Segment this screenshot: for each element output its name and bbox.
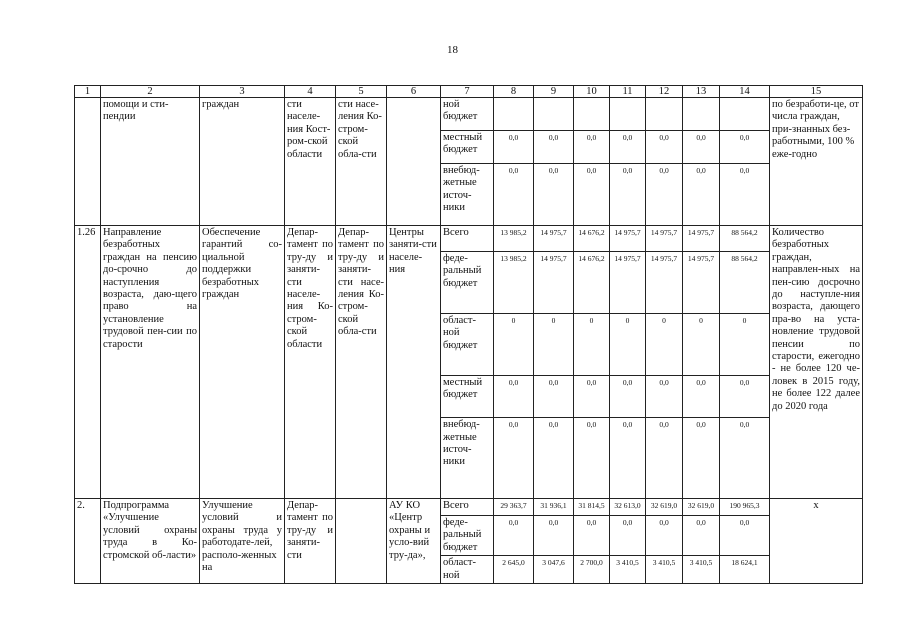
header-cell: 7 (441, 86, 494, 98)
funding-source: феде-ральный бюджет (441, 516, 494, 556)
row-a-measure: помощи и сти-пендии (101, 98, 200, 226)
header-cell: 13 (683, 86, 720, 98)
funding-source: област-ной бюджет (441, 313, 494, 375)
row-b-measure: Направление безработных граждан на пенсию до-срочно до наступления возраста, даю-щего право на установление трудовой пен-сии по старости (101, 226, 200, 499)
amount-cell: 2 700,0 (574, 556, 610, 584)
amount-cell: 2 645,0 (494, 556, 534, 584)
header-cell: 5 (336, 86, 387, 98)
amount-cell: 0,0 (610, 163, 646, 225)
amount-cell: 0,0 (683, 130, 720, 163)
amount-cell: 0,0 (494, 130, 534, 163)
row-c-coexecutor (336, 499, 387, 584)
amount-cell: 0,0 (574, 418, 610, 499)
header-cell: 6 (387, 86, 441, 98)
amount-cell: 14 975,7 (683, 252, 720, 314)
amount-cell (683, 98, 720, 131)
amount-cell: 0,0 (494, 163, 534, 225)
amount-cell: 0,0 (610, 130, 646, 163)
amount-cell: 14 975,7 (683, 226, 720, 252)
amount-cell: 13 985,2 (494, 226, 534, 252)
row-c-indicator: х (770, 499, 863, 584)
funding-source: местный бюджет (441, 375, 494, 418)
amount-cell: 0,0 (534, 130, 574, 163)
amount-cell: 3 410,5 (683, 556, 720, 584)
amount-cell: 0,0 (574, 163, 610, 225)
amount-cell: 32 619,0 (646, 499, 683, 516)
amount-cell (494, 98, 534, 131)
program-table (74, 85, 863, 584)
amount-cell: 14 676,2 (574, 252, 610, 314)
row-b-indicator: Количество безработных граждан, направлен-ных на пен-сию досрочно до наступле-ния возраста, дающего пра-во на уста-новление трудовой пенсии по старости, ежегодно - не более 120 че-ловек в 2015 году, не более 122 далее до 2020 года (770, 226, 863, 499)
row-b (75, 226, 863, 499)
row-b-coexecutor: Депар-тамент по тру-ду и заняти-сти насе-ления Ко-стром-ской обла-сти (336, 226, 387, 499)
amount-cell: 0,0 (574, 516, 610, 556)
row-a-index (75, 98, 101, 226)
header-cell: 9 (534, 86, 574, 98)
amount-cell: 31 814,5 (574, 499, 610, 516)
funding-source: Всего (441, 226, 494, 252)
row-c (75, 499, 863, 584)
amount-cell: 0,0 (494, 516, 534, 556)
row-a (75, 98, 863, 226)
funding-source: местный бюджет (441, 130, 494, 163)
amount-cell: 0,0 (574, 375, 610, 418)
amount-cell: 0 (720, 313, 770, 375)
row-b-goal: Обеспечение гарантий со-циальной поддержки безработных граждан (200, 226, 285, 499)
amount-cell: 88 564,2 (720, 226, 770, 252)
amount-cell: 0 (646, 313, 683, 375)
amount-cell: 0,0 (610, 375, 646, 418)
row-a-participant (387, 98, 441, 226)
amount-cell: 14 975,7 (646, 226, 683, 252)
amount-cell: 3 047,6 (534, 556, 574, 584)
amount-cell: 32 619,0 (683, 499, 720, 516)
header-cell: 3 (200, 86, 285, 98)
header-cell: 15 (770, 86, 863, 98)
amount-cell: 31 936,1 (534, 499, 574, 516)
amount-cell: 0,0 (610, 516, 646, 556)
row-c-measure: Подпрограмма «Улучшение условий охраны труда в Ко-стромской об-ласти» (101, 499, 200, 584)
header-cell: 12 (646, 86, 683, 98)
row-c-participant: АУ КО «Центр охраны и усло-вий тру-да», (387, 499, 441, 584)
row-a-goal: граждан (200, 98, 285, 226)
amount-cell: 0,0 (683, 516, 720, 556)
amount-cell: 14 676,2 (574, 226, 610, 252)
funding-source: внебюд-жетные источ-ники (441, 418, 494, 499)
funding-source: внебюд-жетные источ-ники (441, 163, 494, 225)
amount-cell: 0 (534, 313, 574, 375)
row-b-index: 1.26 (75, 226, 101, 499)
amount-cell: 0,0 (574, 130, 610, 163)
header-cell: 2 (101, 86, 200, 98)
amount-cell: 0,0 (683, 163, 720, 225)
amount-cell: 0,0 (720, 418, 770, 499)
funding-source: феде-ральный бюджет (441, 252, 494, 314)
amount-cell: 0,0 (494, 375, 534, 418)
amount-cell: 0,0 (534, 163, 574, 225)
amount-cell: 0,0 (646, 516, 683, 556)
amount-cell: 0 (610, 313, 646, 375)
amount-cell: 0,0 (720, 375, 770, 418)
row-c-executor: Депар-тамент по тру-ду и заняти-сти (285, 499, 336, 584)
amount-cell (646, 98, 683, 131)
amount-cell (574, 98, 610, 131)
amount-cell: 0,0 (646, 163, 683, 225)
amount-cell: 0,0 (494, 418, 534, 499)
funding-source: област-ной (441, 556, 494, 584)
amount-cell: 0,0 (720, 516, 770, 556)
amount-cell: 0,0 (646, 130, 683, 163)
header-cell: 11 (610, 86, 646, 98)
row-c-goal: Улучшение условий и охраны труда у работодате-лей, располо-женных на (200, 499, 285, 584)
row-a-executor: сти населе-ния Кост-ром-ской области (285, 98, 336, 226)
amount-cell: 29 363,7 (494, 499, 534, 516)
row-a-indicator: по безработи-це, от числа граждан, при-знанных без-работными, 100 % еже-годно (770, 98, 863, 226)
amount-cell: 88 564,2 (720, 252, 770, 314)
amount-cell: 0,0 (534, 375, 574, 418)
amount-cell: 0 (574, 313, 610, 375)
funding-source: Всего (441, 499, 494, 516)
amount-cell: 13 985,2 (494, 252, 534, 314)
row-c-index: 2. (75, 499, 101, 584)
amount-cell: 0,0 (534, 516, 574, 556)
amount-cell (720, 98, 770, 131)
amount-cell: 0,0 (534, 418, 574, 499)
funding-source: ной бюджет (441, 98, 494, 131)
amount-cell: 0,0 (720, 163, 770, 225)
amount-cell: 14 975,7 (610, 252, 646, 314)
amount-cell: 0 (494, 313, 534, 375)
header-cell: 14 (720, 86, 770, 98)
header-cell: 1 (75, 86, 101, 98)
header-cell: 10 (574, 86, 610, 98)
header-cell: 8 (494, 86, 534, 98)
amount-cell: 190 965,3 (720, 499, 770, 516)
page-number: 18 (447, 44, 458, 56)
amount-cell: 3 410,5 (610, 556, 646, 584)
row-b-participant: Центры заняти-сти населе-ния (387, 226, 441, 499)
amount-cell: 0,0 (683, 418, 720, 499)
amount-cell: 32 613,0 (610, 499, 646, 516)
amount-cell: 0,0 (646, 375, 683, 418)
amount-cell: 0,0 (610, 418, 646, 499)
amount-cell: 3 410,5 (646, 556, 683, 584)
header-row (75, 86, 863, 98)
amount-cell: 0,0 (720, 130, 770, 163)
amount-cell (610, 98, 646, 131)
amount-cell: 14 975,7 (534, 252, 574, 314)
amount-cell: 0,0 (646, 418, 683, 499)
amount-cell: 0,0 (683, 375, 720, 418)
row-b-executor: Депар-тамент по тру-ду и заняти-сти населе-ния Ко-стром-ской области (285, 226, 336, 499)
amount-cell: 0 (683, 313, 720, 375)
header-cell: 4 (285, 86, 336, 98)
amount-cell: 14 975,7 (646, 252, 683, 314)
amount-cell: 14 975,7 (610, 226, 646, 252)
amount-cell (534, 98, 574, 131)
row-a-coexecutor: сти насе-ления Ко-стром-ской обла-сти (336, 98, 387, 226)
amount-cell: 18 624,1 (720, 556, 770, 584)
amount-cell: 14 975,7 (534, 226, 574, 252)
